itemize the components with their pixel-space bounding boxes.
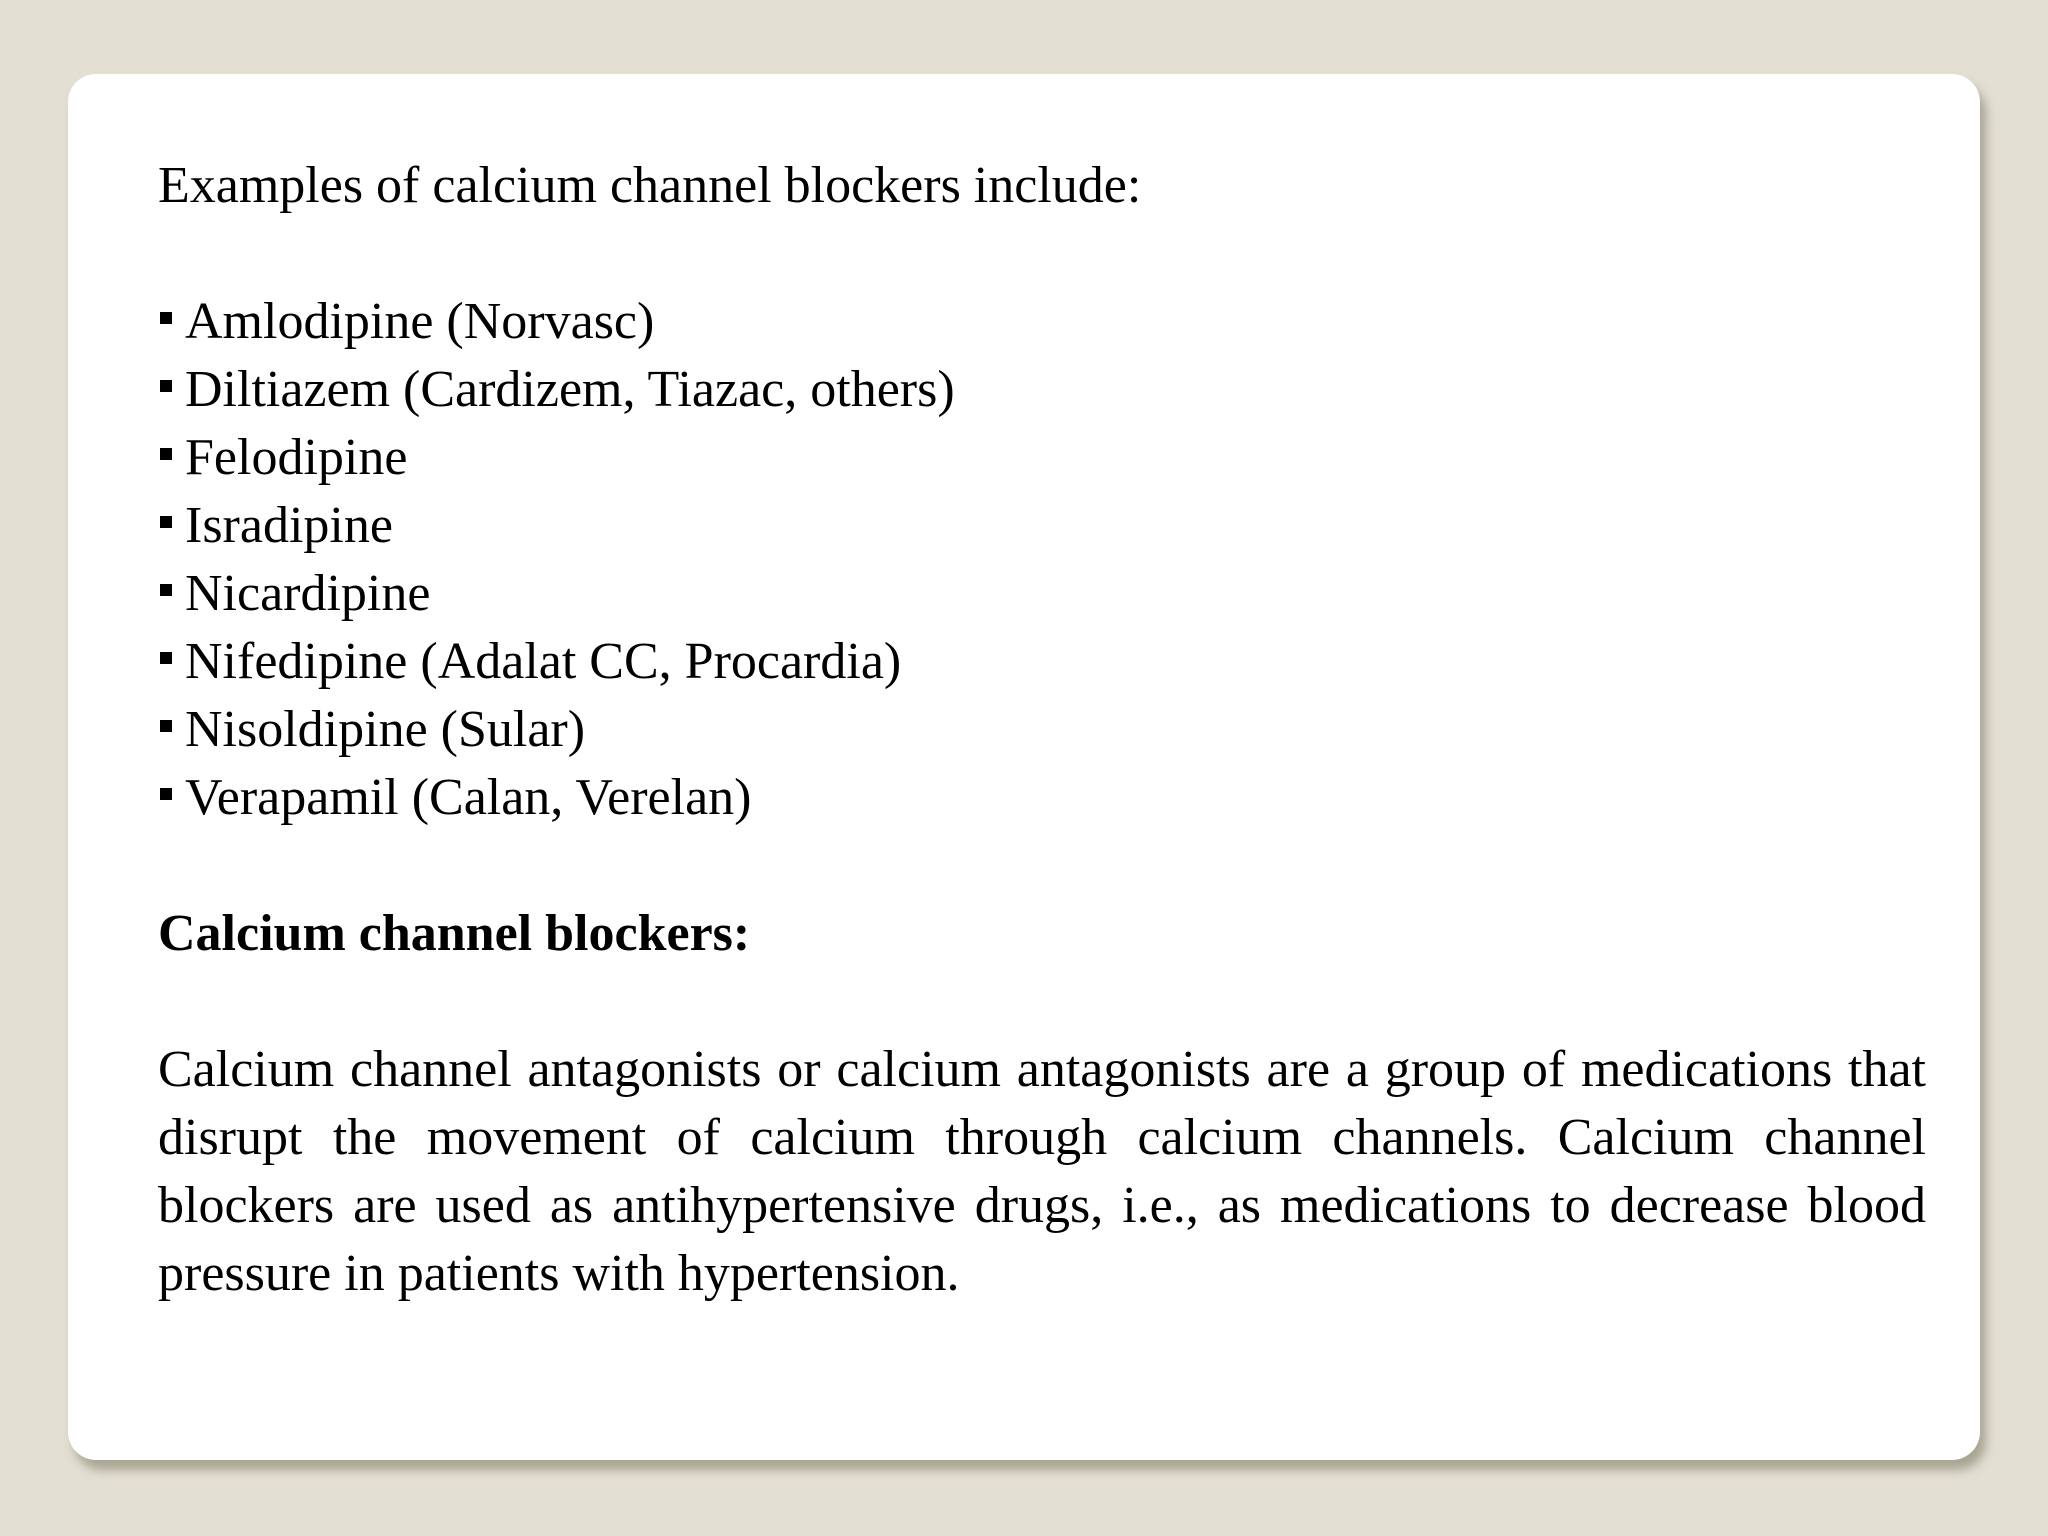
list-item — [158, 560, 1926, 628]
square-bullet-icon — [160, 720, 172, 732]
slide-card — [68, 74, 1980, 1460]
list-item — [158, 628, 1926, 696]
drug-name: Amlodipine (Norvasc) — [185, 293, 655, 350]
square-bullet-icon — [160, 788, 172, 800]
intro-text: Examples of calcium channel blockers include: — [158, 157, 1142, 214]
drug-name: Nisoldipine (Sular) — [185, 701, 586, 758]
square-bullet-icon — [160, 380, 172, 392]
square-bullet-icon — [160, 448, 172, 460]
list-item — [158, 356, 1926, 424]
square-bullet-icon — [160, 516, 172, 528]
square-bullet-icon — [160, 312, 172, 324]
drug-name: Nifedipine (Adalat CC, Procardia) — [185, 633, 902, 690]
slide-content — [158, 152, 1926, 1308]
list-item — [158, 696, 1926, 764]
list-item — [158, 424, 1926, 492]
drug-list — [158, 288, 1926, 832]
square-bullet-icon — [160, 584, 172, 596]
list-item — [158, 288, 1926, 356]
drug-name: Nicardipine — [185, 565, 431, 622]
list-item — [158, 764, 1926, 832]
drug-name: Diltiazem (Cardizem, Tiazac, others) — [185, 361, 955, 418]
drug-name: Felodipine — [185, 429, 408, 486]
drug-name: Verapamil (Calan, Verelan) — [185, 769, 752, 826]
list-item — [158, 492, 1926, 560]
square-bullet-icon — [160, 652, 172, 664]
section-heading: Calcium channel blockers: — [158, 905, 751, 962]
description-paragraph: Calcium channel antagonists or calcium antagonists are a group of medications that disrupt the movement of calcium through calcium channels. Calcium channel blockers are used as antihypertensive drugs, i.e., as medications to decrease blood pressure in patients with hypertension. — [158, 1041, 1926, 1302]
drug-name: Isradipine — [185, 497, 393, 554]
